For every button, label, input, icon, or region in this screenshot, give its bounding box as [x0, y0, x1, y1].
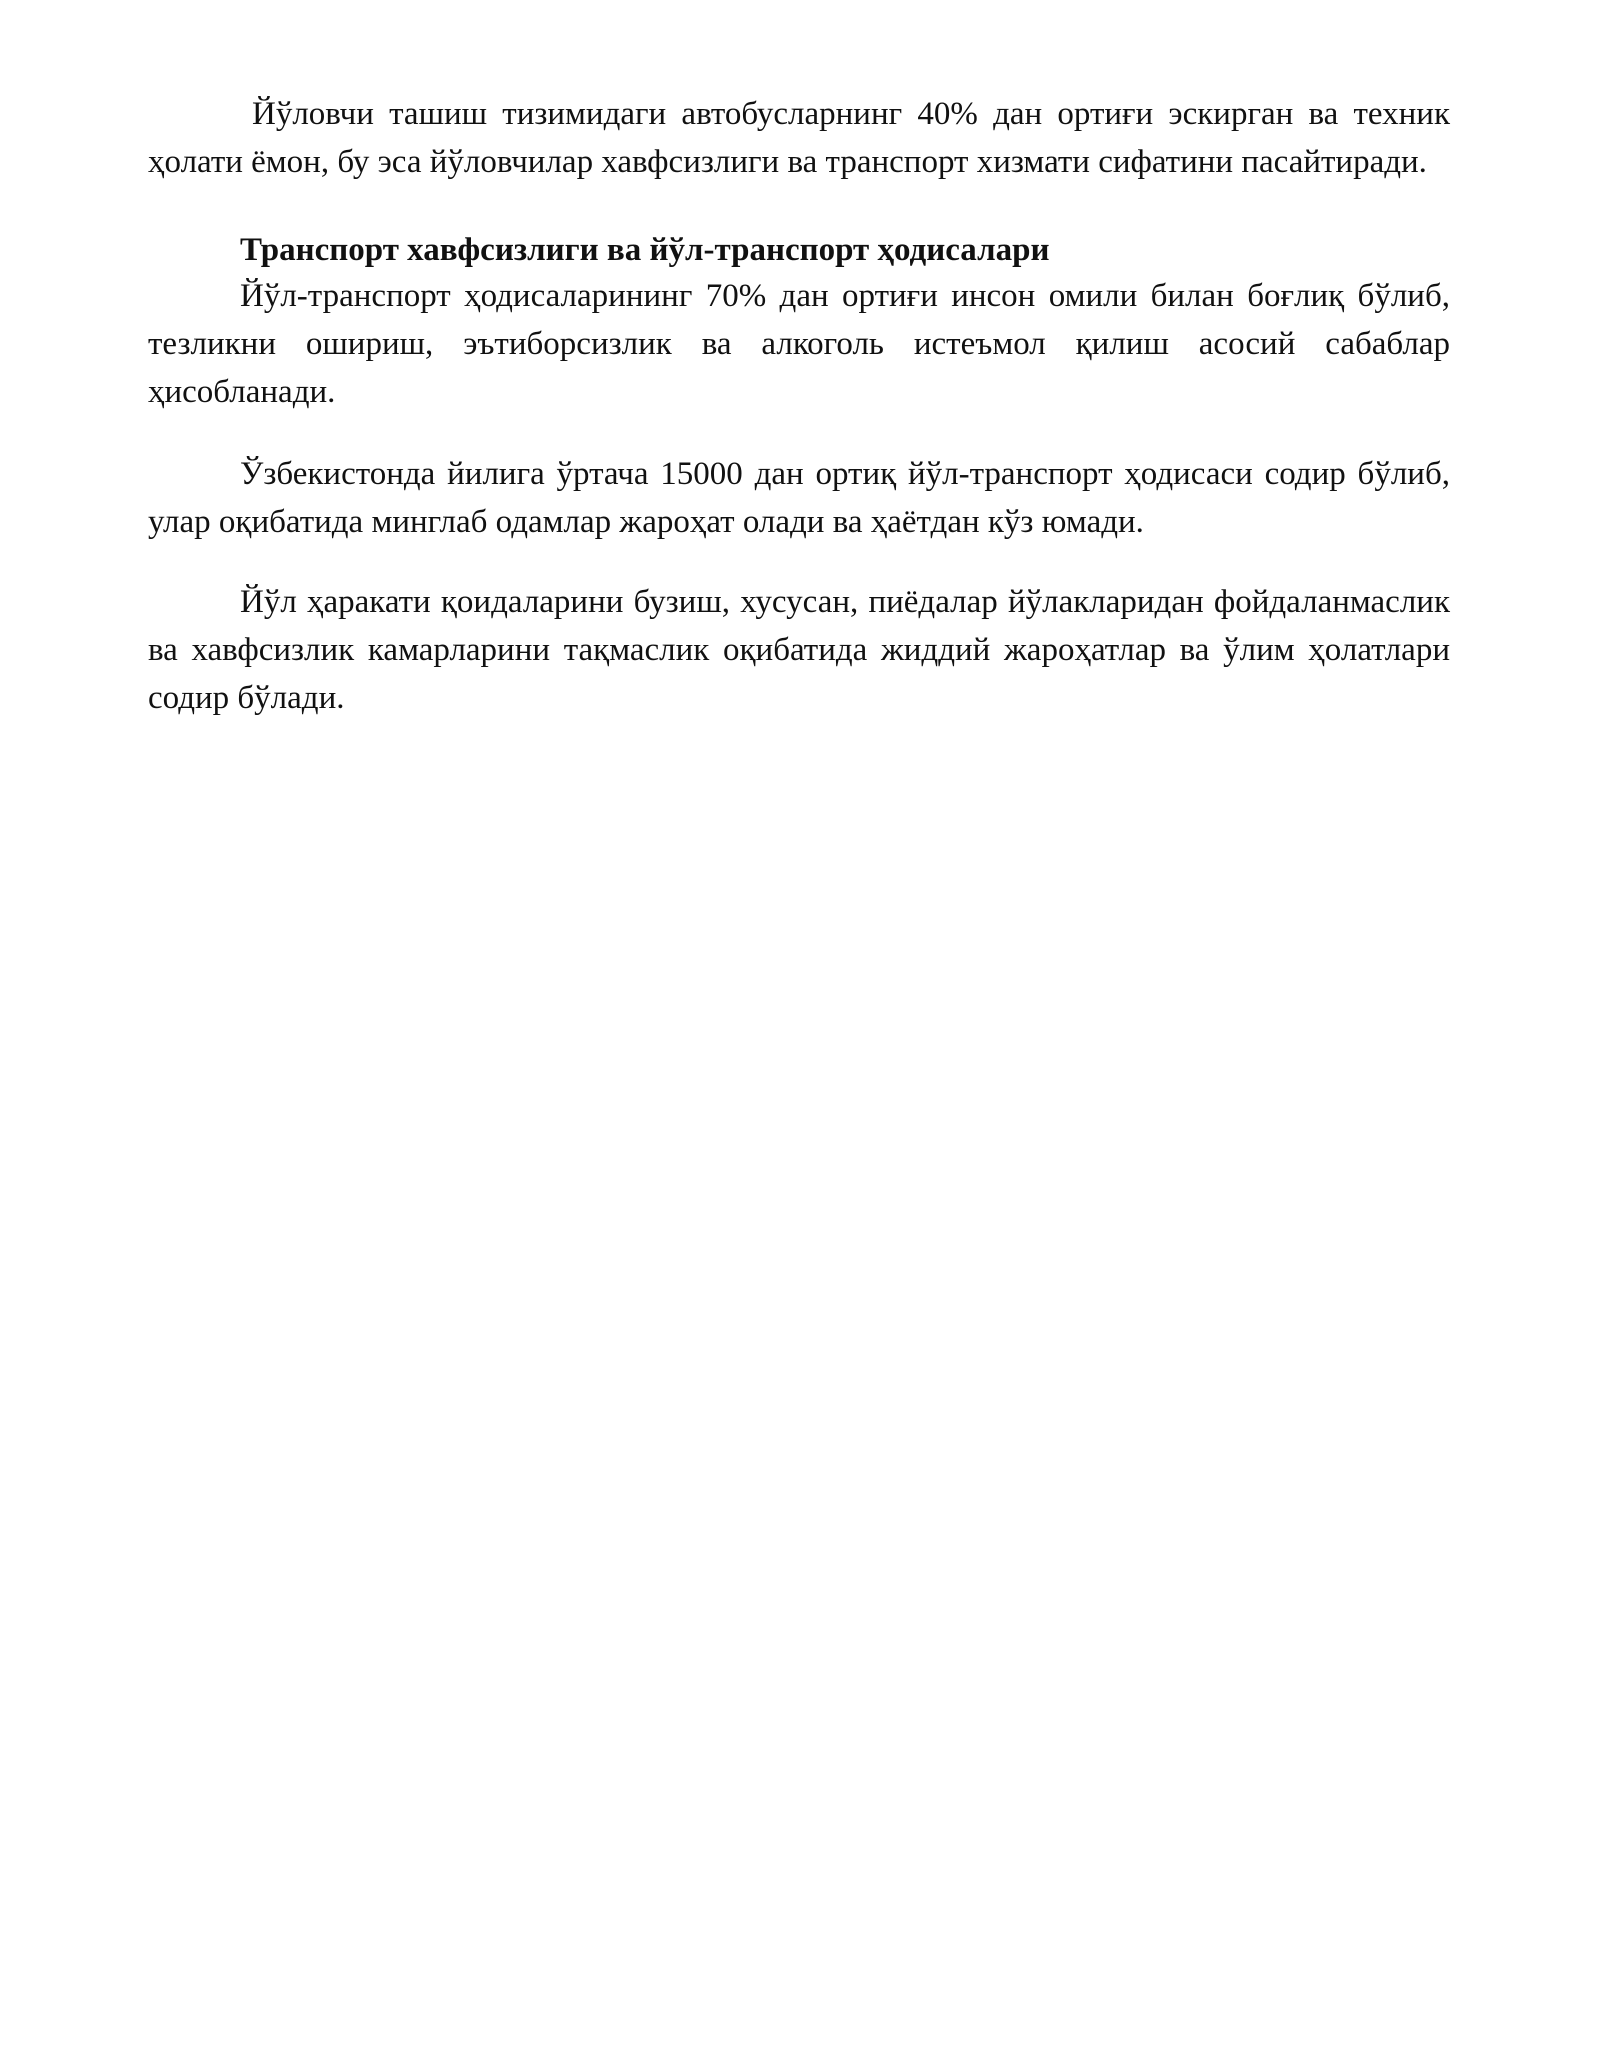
section-heading: Транспорт хавфсизлиги ва йўл-транспорт ҳодисалари	[240, 232, 1050, 268]
paragraph-accident-stats: Ўзбекистонда йилига ўртача 15000 дан ортиқ йўл-транспорт ҳодисаси содир бўлиб, улар оқибатида минглаб одамлар жароҳат олади ва ҳаётдан кўз юмади.	[148, 456, 1450, 540]
paragraph-bus-fleet: Йўловчи ташиш тизимидаги автобусларнинг 40% дан ортиғи эскирган ва техник ҳолати ёмон, бу эса йўловчилар хавфсизлиги ва транспорт хизмати сифатини пасайтиради.	[148, 96, 1450, 180]
paragraph-traffic-rules: Йўл ҳаракати қоидаларини бузиш, хусусан, пиёдалар йўлакларидан фойдаланмаслик ва хавфсизлик камарларини тақмаслик оқибатида жиддий жароҳатлар ва ўлим ҳолатлари содир бўлади.	[148, 584, 1450, 716]
document-body	[148, 90, 1450, 722]
paragraph-human-factor: Йўл-транспорт ҳодисаларининг 70% дан ортиғи инсон омили билан боғлиқ бўлиб, тезликни ошириш, эътиборсизлик ва алкоголь истеъмол қилиш асосий сабаблар ҳисобланади.	[148, 278, 1450, 410]
